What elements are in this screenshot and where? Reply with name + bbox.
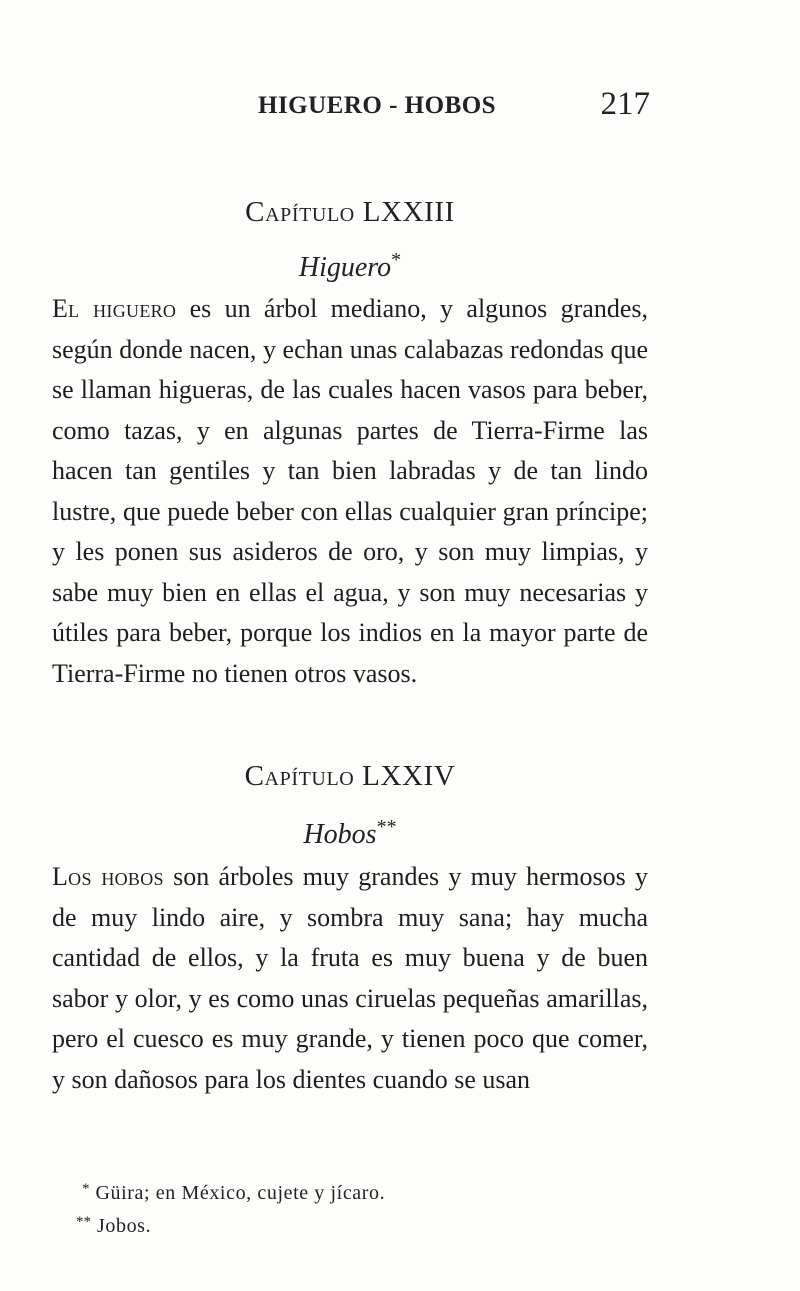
footnote-reference: * [391, 249, 402, 271]
footnote-text: Jobos. [97, 1215, 152, 1237]
running-head [258, 86, 650, 126]
section-title-hobos [52, 816, 648, 851]
chapter-number: LXXIV [362, 760, 456, 792]
footnote-mark: * [82, 1181, 90, 1197]
chapter-heading-lxxiii [52, 196, 648, 229]
footnote-reference: ** [376, 816, 397, 838]
body-paragraph: es un árbol mediano, y algunos grandes, según donde nacen, y echan unas calabazas redondas que se llaman higueras, de las cuales hacen vasos para beber, como tazas, y en algunas partes de Tierra-Firme las hacen tan gentiles y tan bien labradas y de tan lindo lustre, que puede beber con ellas cualquier gran príncipe; y les ponen sus asideros de oro, y son muy limpias, y sabe muy bien en ellas el agua, y son muy necesarias y útiles para beber, porque los indios en la mayor parte de Tierra-Firme no tienen otros vasos. [52, 294, 648, 688]
lead-in-text: El higuero [52, 294, 177, 323]
section-title-higuero [52, 249, 648, 284]
chapter-body-hobos [52, 857, 648, 1100]
running-title: HIGUERO - HOBOS [258, 92, 497, 119]
chapter-heading-lxxiv [52, 760, 648, 793]
footnotes [76, 1175, 642, 1241]
body-paragraph: son árboles muy grandes y muy hermosos y de muy lindo aire, y sombra muy sana; hay mucha cantidad de ellos, y la fruta es muy buena y de buen sabor y olor, y es como unas ciruelas pequeñas amarillas, pero el cuesco es muy grande, y tienen poco que comer, y son dañosos para los dientes cuando se usan [52, 862, 648, 1094]
section-title-text: Higuero [298, 252, 392, 283]
chapter-label: Capítulo [245, 196, 355, 228]
page-number: 217 [600, 86, 650, 122]
chapter-body-higuero [52, 289, 648, 694]
footnote-mark: ** [76, 1214, 91, 1230]
section-title-text: Hobos [303, 819, 377, 850]
footnote-2 [76, 1208, 642, 1241]
chapter-number: LXXIII [362, 196, 455, 228]
lead-in-text: Los hobos [52, 862, 164, 891]
footnote-text: Güira; en México, cujete y jícaro. [95, 1182, 386, 1204]
footnote-1 [82, 1175, 642, 1208]
chapter-label: Capítulo [244, 760, 355, 792]
